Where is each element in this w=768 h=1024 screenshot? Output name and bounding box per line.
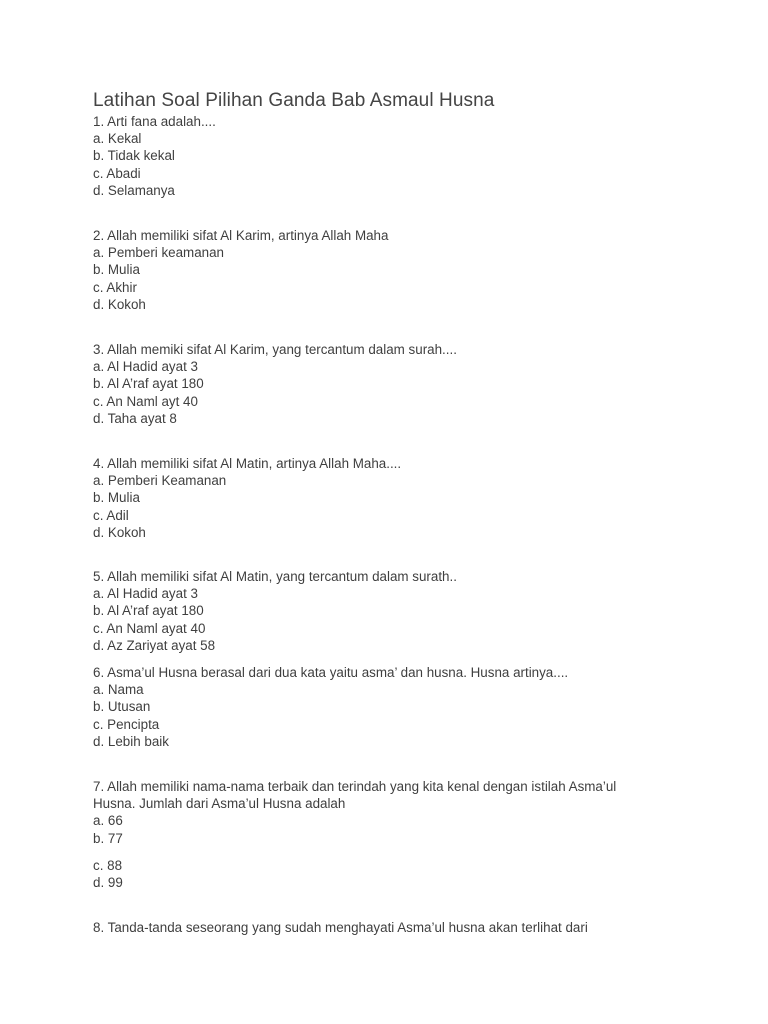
option-c: c. An Naml ayat 40 bbox=[93, 620, 206, 636]
option-b: b. Mulia bbox=[93, 490, 140, 506]
question-text: 5. Allah memiliki sifat Al Matin, yang tercantum dalam surath.. bbox=[93, 569, 457, 584]
option-a: a. Pemberi keamanan bbox=[93, 245, 225, 261]
option-c: c. Adil bbox=[93, 507, 129, 523]
option-c: c. Pencipta bbox=[93, 716, 160, 732]
option-d: d. Lebih baik bbox=[93, 733, 169, 749]
option-a: a. 66 bbox=[93, 813, 123, 829]
option-d: d. Taha ayat 8 bbox=[93, 410, 177, 426]
question-text: 1. Arti fana adalah.... bbox=[93, 114, 216, 129]
option-c: c. Akhir bbox=[93, 279, 137, 295]
option-d: d. Az Zariyat ayat 58 bbox=[93, 637, 216, 653]
option-a: a. Al Hadid ayat 3 bbox=[93, 359, 198, 375]
option-a: a. Pemberi Keamanan bbox=[93, 473, 227, 489]
option-b: b. Al A’raf ayat 180 bbox=[93, 603, 204, 619]
option-d: d. 99 bbox=[93, 875, 123, 891]
option-a: a. Nama bbox=[93, 682, 144, 698]
question-text: 8. Tanda-tanda seseorang yang sudah menghayati Asma’ul husna akan terlihat dari bbox=[93, 920, 588, 935]
question-4 bbox=[93, 455, 693, 541]
option-d: d. Selamanya bbox=[93, 182, 175, 198]
question-2 bbox=[93, 227, 693, 313]
question-text: 2. Allah memiliki sifat Al Karim, artinya Allah Maha bbox=[93, 228, 389, 243]
question-text: 4. Allah memiliki sifat Al Matin, artinya Allah Maha.... bbox=[93, 456, 402, 471]
option-b: b. Mulia bbox=[93, 262, 140, 278]
option-b: b. Utusan bbox=[93, 699, 151, 715]
option-c: c. Abadi bbox=[93, 165, 141, 181]
question-7 bbox=[93, 778, 693, 891]
option-a: a. Kekal bbox=[93, 131, 142, 147]
option-a: a. Al Hadid ayat 3 bbox=[93, 586, 198, 602]
question-text-cont: Husna. Jumlah dari Asma’ul Husna adalah bbox=[93, 796, 346, 812]
option-c: c. An Naml ayt 40 bbox=[93, 393, 198, 409]
option-d: d. Kokoh bbox=[93, 524, 146, 540]
option-d: d. Kokoh bbox=[93, 296, 146, 312]
question-8 bbox=[93, 919, 693, 936]
option-c: c. 88 bbox=[93, 857, 123, 873]
question-text: 7. Allah memiliki nama-nama terbaik dan terindah yang kita kenal dengan istilah Asma’ul bbox=[93, 779, 617, 794]
document-title: Latihan Soal Pilihan Ganda Bab Asmaul Husna bbox=[93, 90, 495, 111]
option-b: b. Tidak kekal bbox=[93, 148, 175, 164]
option-b: b. Al A’raf ayat 180 bbox=[93, 376, 204, 392]
question-5 bbox=[93, 568, 693, 654]
question-1 bbox=[93, 113, 693, 199]
question-text: 6. Asma’ul Husna berasal dari dua kata yaitu asma’ dan husna. Husna artinya.... bbox=[93, 665, 569, 680]
question-text: 3. Allah memiki sifat Al Karim, yang tercantum dalam surah.... bbox=[93, 342, 457, 357]
question-6 bbox=[93, 664, 693, 750]
option-b: b. 77 bbox=[93, 830, 123, 846]
question-3 bbox=[93, 341, 693, 427]
